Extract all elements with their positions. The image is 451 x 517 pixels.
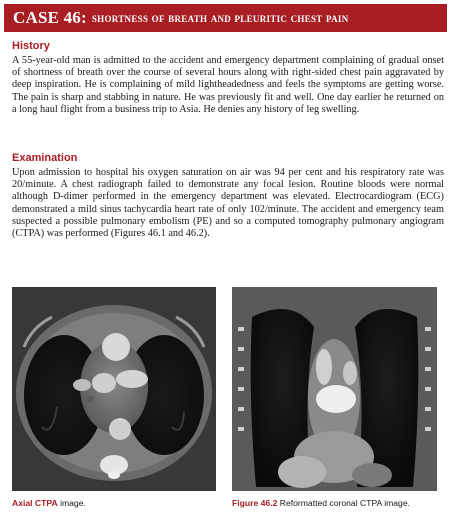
examination-heading: Examination [12, 152, 78, 164]
figure-46-2-text: Reformatted coronal CTPA image. [277, 498, 410, 508]
coronal-ctpa-image [232, 287, 437, 491]
history-paragraph: A 55-year-old man is admitted to the accident and emergency department complaining of gradual onset of shortness of breath over the course of several hours along with right-sided chest pain aggravated by deep inspiration. He is complaining of mild lightheadedness and feels the symptoms are getting worse. The pain is sharp and stabbing in nature. He was previously fit and well. One day earlier he returned on a long haul flight from a business trip to Asia. He denies any history of leg swelling. [12, 55, 444, 115]
figure-46-1-label: Axial CTPA [12, 498, 58, 508]
figure-46-2-caption [232, 498, 437, 517]
case-number: CASE 46: [13, 8, 87, 27]
history-heading: History [12, 40, 50, 52]
axial-ctpa-image [12, 287, 216, 491]
figure-46-2-label: Figure 46.2 [232, 498, 278, 508]
case-banner [4, 4, 447, 32]
examination-paragraph: Upon admission to hospital his oxygen saturation on air was 94 per cent and his respiratory rate was 20/minute. A chest radiograph failed to demonstrate any focal lesion. Routine bloods were normal although D-dimer performed in the emergency department was elevated. Electrocardiogram (ECG) demonstrated a mild sinus tachycardia heart rate of only 102/minute. The accident and emergency team suspected a possible pulmonary embolism (PE) and so a computed tomography pulmonary angiogram (CTPA) was performed (Figures 46.1 and 46.2). [12, 167, 444, 240]
figure-46-1-text: image. [57, 498, 86, 508]
case-title: shortness of breath and pleuritic chest pain [91, 10, 349, 25]
figure-46-1-caption [12, 498, 222, 509]
